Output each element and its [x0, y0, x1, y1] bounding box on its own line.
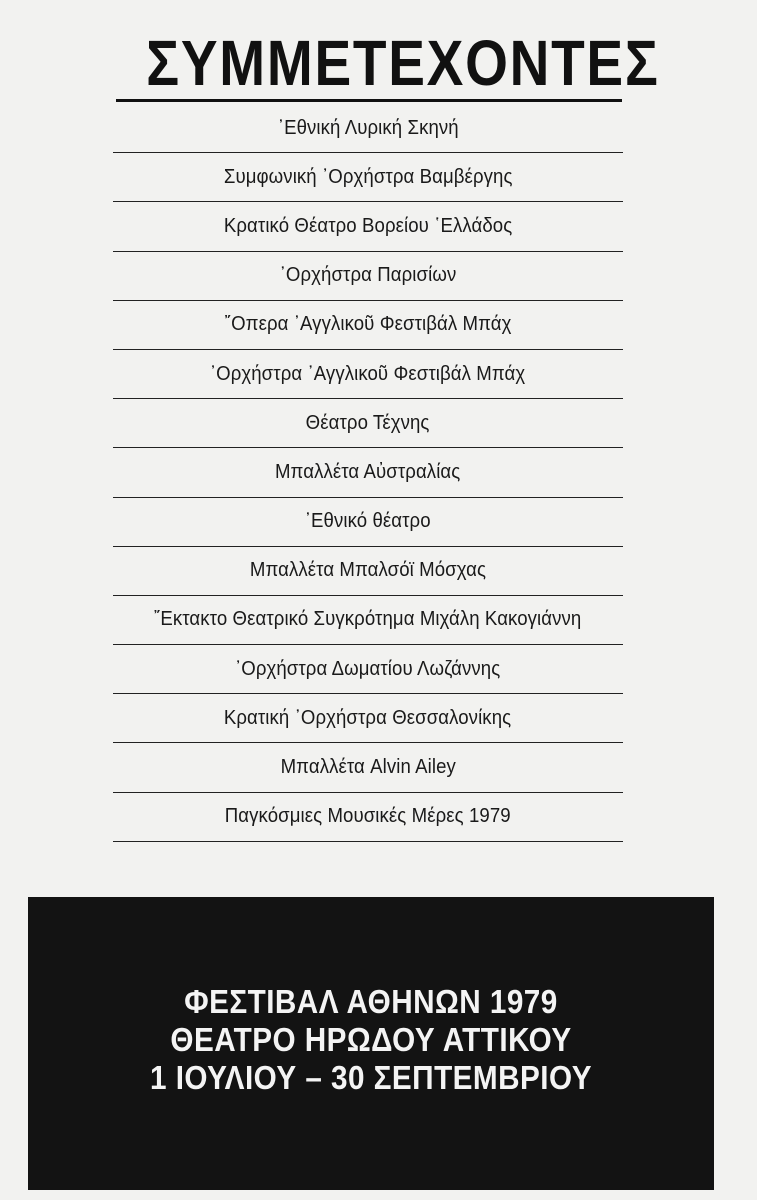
- participant-name: ᾿Ορχήστρα Παρισίων: [279, 264, 457, 287]
- list-item: [113, 645, 623, 694]
- list-item: [113, 596, 623, 645]
- participant-name: Παγκόσμιες Μουσικές Μέρες 1979: [225, 805, 511, 828]
- participants-list: [113, 104, 623, 842]
- participant-name: ῎Εκτακτο Θεατρικό Συγκρότημα Μιχάλη Κακογιάννη: [154, 608, 582, 631]
- participant-name: ᾿Εθνικό θέατρο: [305, 510, 431, 533]
- list-item: [113, 793, 623, 842]
- list-item: [113, 202, 623, 251]
- list-item: [113, 448, 623, 497]
- banner-text: [28, 983, 714, 1097]
- list-item: [113, 350, 623, 399]
- participant-name: Μπαλλέτα Αὐστραλίας: [275, 460, 461, 483]
- banner-dates: 1 ΙΟΥΛΙΟΥ – 30 ΣΕΠΤΕΜΒΡΙΟΥ: [150, 1059, 592, 1096]
- list-item: [113, 399, 623, 448]
- participant-name: ᾿Ορχήστρα Δωματίου Λωζάννης: [235, 657, 501, 680]
- list-item: [113, 153, 623, 202]
- participant-name: Συμφωνική ᾿Ορχήστρα Βαμβέργης: [223, 165, 513, 188]
- participant-name: Μπαλλέτα Alvin Ailey: [280, 756, 456, 779]
- participant-name: Κρατική ᾿Ορχήστρα Θεσσαλονίκης: [224, 706, 512, 729]
- page-title: ΣΥΜΜΕΤΕΧΟΝΤΕΣ: [146, 27, 660, 99]
- list-item: [113, 694, 623, 743]
- participant-name: Μπαλλέτα Μπαλσόϊ Μόσχας: [249, 559, 487, 582]
- list-item: [113, 498, 623, 547]
- participant-name: Θέατρο Τέχνης: [306, 411, 430, 434]
- banner-venue: ΘΕΑΤΡΟ ΗΡΩΔΟΥ ΑΤΤΙΚΟΥ: [170, 1021, 572, 1058]
- list-item: [113, 252, 623, 301]
- participant-name: Κρατικό Θέατρο Βορείου ῾Ελλάδος: [223, 214, 513, 237]
- list-item: [113, 104, 623, 153]
- list-item: [113, 301, 623, 350]
- participant-name: ῎Οπερα ᾿Αγγλικοῦ Φεστιβάλ Μπάχ: [224, 313, 512, 336]
- list-item: [113, 743, 623, 792]
- banner-festival-name: ΦΕΣΤΙΒΑΛ ΑΘΗΝΩΝ 1979: [184, 983, 558, 1020]
- title-underline: [116, 99, 622, 102]
- participant-name: ᾿Ορχήστρα ᾿Αγγλικοῦ Φεστιβάλ Μπάχ: [210, 362, 526, 385]
- list-item: [113, 547, 623, 596]
- participant-name: ᾿Εθνική Λυρική Σκηνή: [277, 116, 459, 139]
- festival-banner: [28, 897, 714, 1190]
